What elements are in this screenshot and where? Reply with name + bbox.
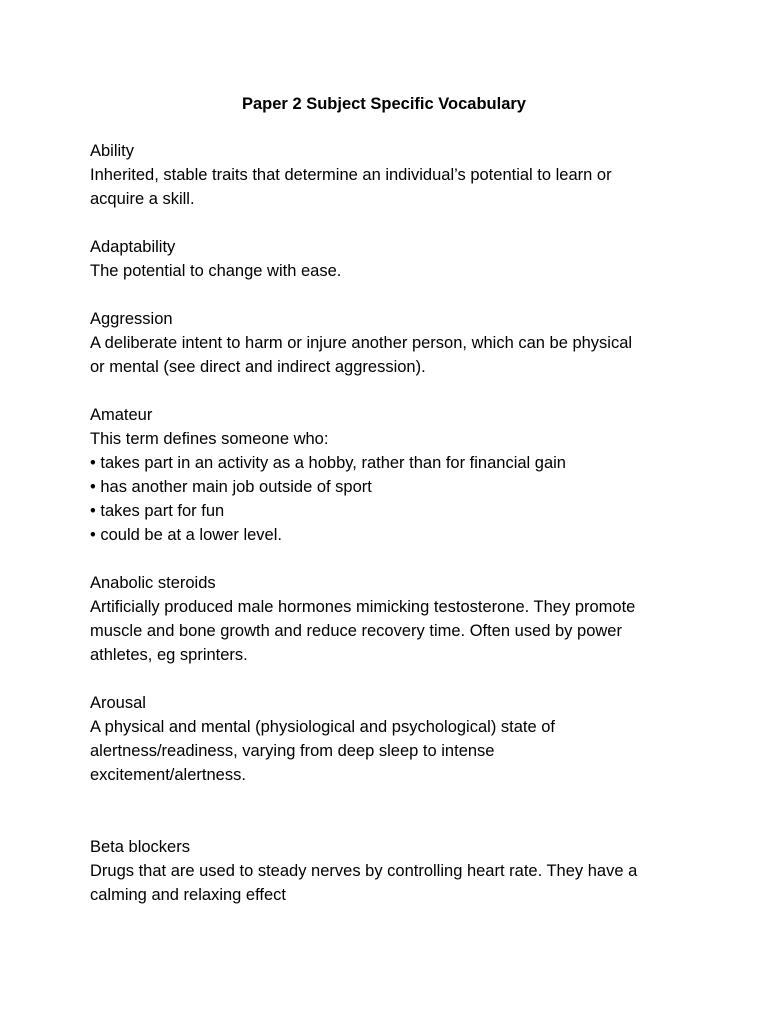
vocabulary-list [90,139,690,931]
vocabulary-entry [90,139,690,211]
entry-definition-line: Artificially produced male hormones mimicking testosterone. They promote [90,598,636,616]
entry-definition-line: Drugs that are used to steady nerves by controlling heart rate. They have a [90,862,638,880]
entry-term: Aggression [90,310,173,328]
document-title: Paper 2 Subject Specific Vocabulary [242,95,526,113]
entry-definition-line: alertness/readiness, varying from deep sleep to intense [90,742,495,760]
entry-definition-line: athletes, eg sprinters. [90,646,248,664]
entry-definition-line: acquire a skill. [90,190,195,208]
vocabulary-entry [90,571,690,667]
entry-definition-line: calming and relaxing effect [90,886,286,904]
entry-definition-line: A deliberate intent to harm or injure another person, which can be physical [90,334,633,352]
entry-definition-line: A physical and mental (physiological and psychological) state of [90,718,556,736]
entry-term: Adaptability [90,238,176,256]
bullet-item: • takes part in an activity as a hobby, rather than for financial gain [90,454,566,472]
vocabulary-entry [90,307,690,379]
bullet-item: • takes part for fun [90,502,225,520]
entry-definition-line: muscle and bone growth and reduce recovery time. Often used by power [90,622,622,640]
entry-definition-line: This term defines someone who: [90,430,329,448]
entry-definition-line: or mental (see direct and indirect aggression). [90,358,426,376]
vocabulary-entry [90,691,690,787]
bullet-item: • could be at a lower level. [90,526,282,544]
vocabulary-entry [90,235,690,283]
entry-term: Amateur [90,406,153,424]
entry-definition-line: The potential to change with ease. [90,262,342,280]
vocabulary-entry [90,403,690,547]
entry-definition-line: Inherited, stable traits that determine an individual’s potential to learn or [90,166,612,184]
entry-definition-line: excitement/alertness. [90,766,246,784]
entry-term: Arousal [90,694,146,712]
bullet-list [90,451,690,547]
bullet-item: • has another main job outside of sport [90,478,372,496]
entry-term: Anabolic steroids [90,574,216,592]
entry-term: Beta blockers [90,838,190,856]
vocabulary-entry [90,835,690,907]
entry-term: Ability [90,142,135,160]
